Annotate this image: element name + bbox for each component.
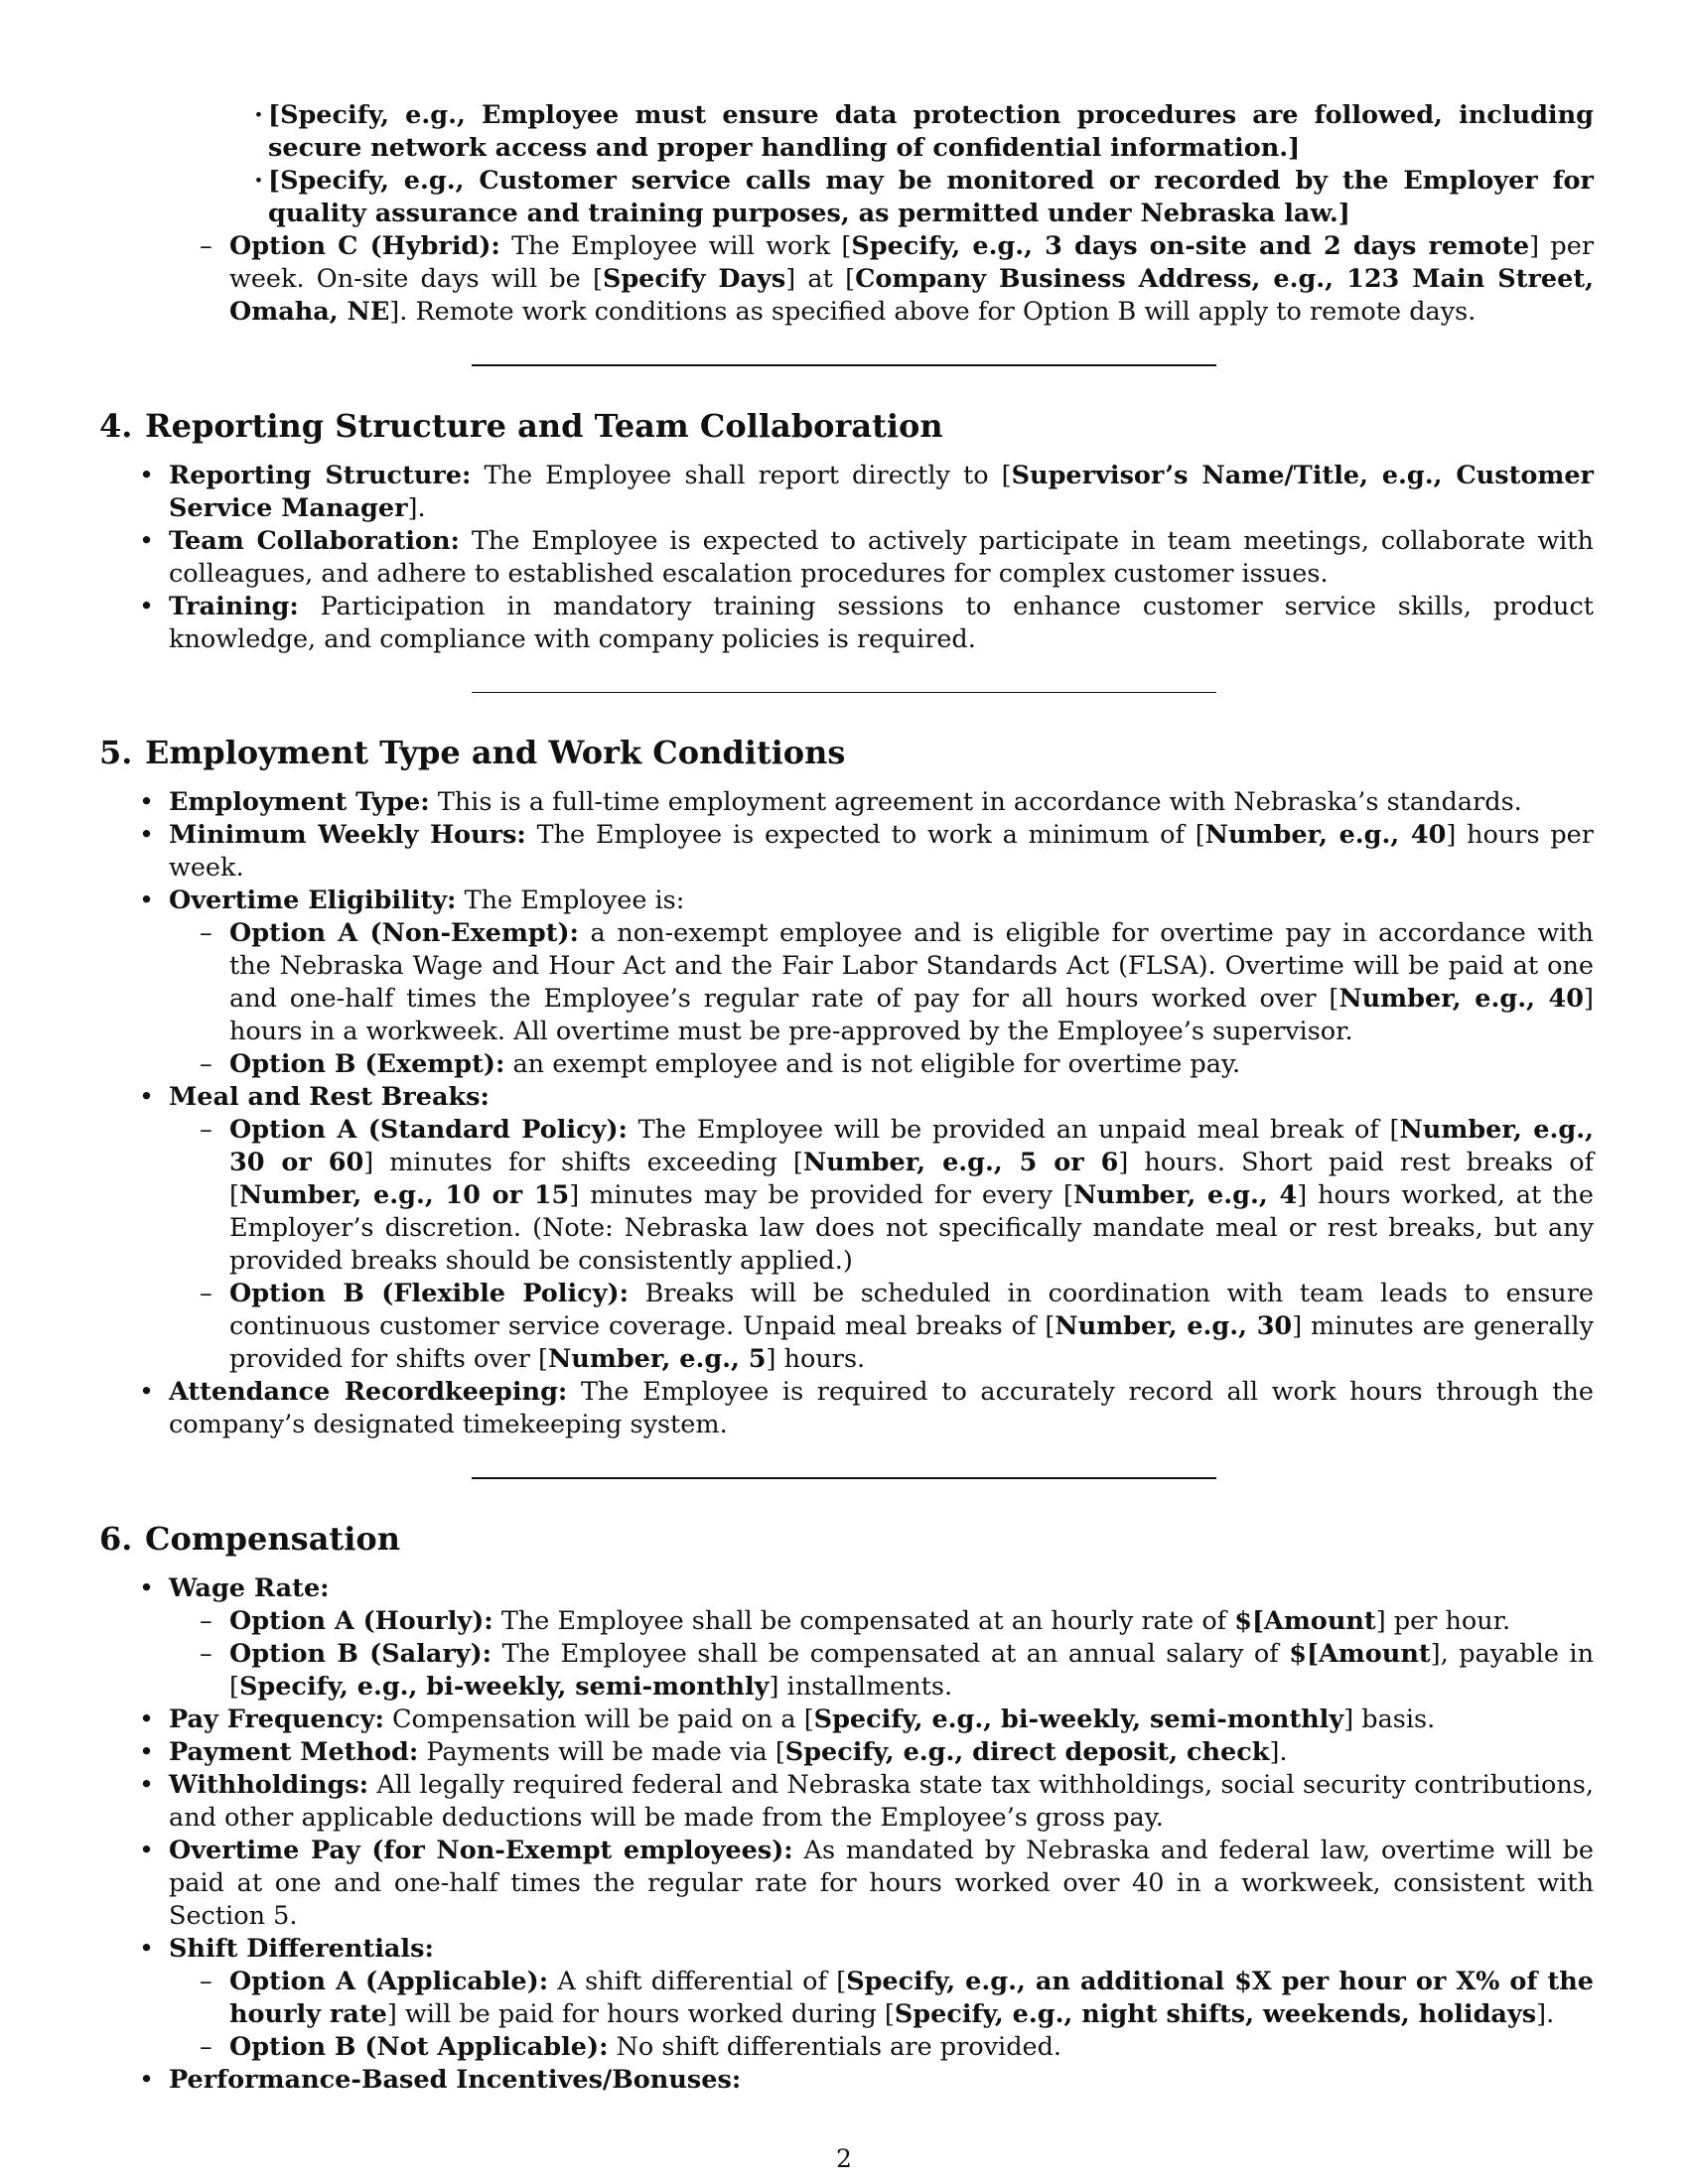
list-item-employment-type: • Employment Type: This is a full-time employment agreement in accordance with Nebraska’s standards. [99, 786, 1594, 819]
option-b-exempt: – Option B (Exempt): an exempt employee and is not eligible for overtime pay. [169, 1048, 1594, 1081]
option-list [169, 230, 1594, 329]
section-heading-4: 4. Reporting Structure and Team Collaboration [99, 407, 943, 445]
option-a-standard-policy: – Option A (Standard Policy): The Employee will be provided an unpaid meal break of [Number, e.g., 30 or 60] minutes for shifts exceeding [Number, e.g., 5 or 6] hours. Short paid rest breaks of [Number, e.g., 10 or 15] minutes may be provided for every [Number, e.g., 4] hours worked, at the Employer’s discretion. (Note: Nebraska law does not specifically mandate meal or rest breaks, but any provided breaks should be consistently applied.) [169, 1114, 1594, 1278]
section-6-list [99, 1572, 1594, 2097]
option-a-applicable: – Option A (Applicable): A shift differential of [Specify, e.g., an additional $X per hour or X% of the hourly rate] will be paid for hours worked during [Specify, e.g., night shifts, weekends, holidays]. [169, 1966, 1594, 2031]
option-c-hybrid: – Option C (Hybrid): The Employee will work [Specify, e.g., 3 days on-site and 2 days remote] per week. On-site days will be [Specify Days] at [Company Business Address, e.g., 123 Main Street, Omaha, NE]. Remote work conditions as specified above for Option B will apply to remote days. [169, 230, 1594, 329]
shift-differential-options [169, 1966, 1594, 2064]
section-divider [472, 1477, 1216, 1479]
list-item-shift-differentials: • Shift Differentials: – Option A (Applicable): A shift differential of [Specify, e.g., an additional $X per hour or X% of the hourly rate] will be paid for hours worked during [Specify, e.g., night shifts, weekends, holidays]. – Option B (Not Applicable): No shift differentials are provided. [99, 1933, 1594, 2064]
option-b-salary: – Option B (Salary): The Employee shall be compensated at an annual salary of $[Amount], payable in [Specify, e.g., bi-weekly, semi-monthly] installments. [169, 1638, 1594, 1704]
list-item-meal-rest-breaks: • Meal and Rest Breaks: – Option A (Standard Policy): The Employee will be provided an unpaid meal break of [Number, e.g., 30 or 60] minutes for shifts exceeding [Number, e.g., 5 or 6] hours. Short paid rest breaks of [Number, e.g., 10 or 15] minutes may be provided for every [Number, e.g., 4] hours worked, at the Employer’s discretion. (Note: Nebraska law does not specifically mandate meal or rest breaks, but any provided breaks should be consistently applied.) – Option B (Flexible Policy): Breaks will be scheduled in coordination with team leads to ensure continuous customer service coverage. Unpaid meal breaks of [Number, e.g., 30] minutes are generally provided for shifts over [Number, e.g., 5] hours. [99, 1081, 1594, 1376]
list-item-withholdings: • Withholdings: All legally required federal and Nebraska state tax withholdings, social security contributions, and other applicable deductions will be made from the Employee’s gross pay. [99, 1769, 1594, 1835]
remote-conditions-sublist [169, 99, 1594, 230]
section-4-list [99, 460, 1594, 656]
section-heading-5: 5. Employment Type and Work Conditions [99, 734, 846, 771]
list-item-overtime-eligibility: • Overtime Eligibility: The Employee is: – Option A (Non-Exempt): a non-exempt employee and is eligible for overtime pay in accordance with the Nebraska Wage and Hour Act and the Fair Labor Standards Act (FLSA). Overtime will be paid at one and one-half times the Employee’s regular rate of pay for all hours worked over [Number, e.g., 40] hours in a workweek. All overtime must be pre-approved by the Employee’s supervisor. – Option B (Exempt): an exempt employee and is not eligible for overtime pay. [99, 885, 1594, 1081]
continuation-block [169, 99, 1594, 329]
wage-options [169, 1605, 1594, 1704]
break-options [169, 1114, 1594, 1376]
list-item: · [Specify, e.g., Employee must ensure data protection procedures are followed, including secure network access and proper handling of confidential information.] [169, 99, 1594, 165]
list-item-pay-frequency: • Pay Frequency: Compensation will be paid on a [Specify, e.g., bi-weekly, semi-monthly] basis. [99, 1704, 1594, 1736]
section-divider [472, 364, 1216, 366]
list-item-wage-rate: • Wage Rate: – Option A (Hourly): The Employee shall be compensated at an hourly rate of $[Amount] per hour. – Option B (Salary): The Employee shall be compensated at an annual salary of $[Amount], payable in [Specify, e.g., bi-weekly, semi-monthly] installments. [99, 1572, 1594, 1704]
option-b-flexible-policy: – Option B (Flexible Policy): Breaks will be scheduled in coordination with team leads to ensure continuous customer service coverage. Unpaid meal breaks of [Number, e.g., 30] minutes are generally provided for shifts over [Number, e.g., 5] hours. [169, 1278, 1594, 1376]
page-content [99, 99, 1594, 2097]
section-5-list [99, 786, 1594, 1441]
section-divider [472, 692, 1216, 693]
page-number: 2 [836, 2144, 852, 2173]
list-item-minimum-hours: • Minimum Weekly Hours: The Employee is expected to work a minimum of [Number, e.g., 40] hours per week. [99, 819, 1594, 885]
option-a-hourly: – Option A (Hourly): The Employee shall be compensated at an hourly rate of $[Amount] per hour. [169, 1605, 1594, 1638]
section-heading-6: 6. Compensation [99, 1520, 400, 1558]
list-item-incentives: • Performance-Based Incentives/Bonuses: [99, 2064, 1594, 2097]
list-item-attendance: • Attendance Recordkeeping: The Employee is required to accurately record all work hours through the company’s designated timekeeping system. [99, 1376, 1594, 1441]
option-a-non-exempt: – Option A (Non-Exempt): a non-exempt employee and is eligible for overtime pay in accordance with the Nebraska Wage and Hour Act and the Fair Labor Standards Act (FLSA). Overtime will be paid at one and one-half times the Employee’s regular rate of pay for all hours worked over [Number, e.g., 40] hours in a workweek. All overtime must be pre-approved by the Employee’s supervisor. [169, 917, 1594, 1048]
list-item-payment-method: • Payment Method: Payments will be made via [Specify, e.g., direct deposit, check]. [99, 1736, 1594, 1769]
overtime-options [169, 917, 1594, 1081]
list-item-team-collaboration: • Team Collaboration: The Employee is expected to actively participate in team meetings, collaborate with colleagues, and adhere to established escalation procedures for complex customer issues. [99, 525, 1594, 591]
list-item-reporting-structure: • Reporting Structure: The Employee shall report directly to [Supervisor’s Name/Title, e.g., Customer Service Manager]. [99, 460, 1594, 525]
list-item-training: • Training: Participation in mandatory training sessions to enhance customer service skills, product knowledge, and compliance with company policies is required. [99, 591, 1594, 656]
list-item: · [Specify, e.g., Customer service calls may be monitored or recorded by the Employer for quality assurance and training purposes, as permitted under Nebraska law.] [169, 165, 1594, 230]
option-b-not-applicable: – Option B (Not Applicable): No shift differentials are provided. [169, 2031, 1594, 2064]
list-item-overtime-pay: • Overtime Pay (for Non-Exempt employees): As mandated by Nebraska and federal law, overtime will be paid at one and one-half times the regular rate for hours worked over 40 in a workweek, consistent with Section 5. [99, 1835, 1594, 1933]
